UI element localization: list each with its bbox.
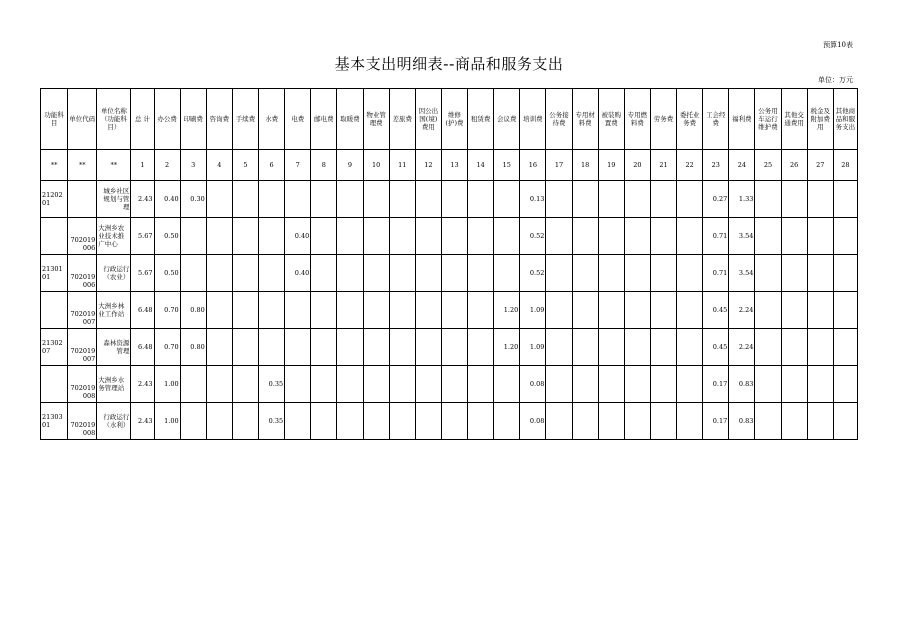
value-cell (807, 218, 833, 255)
value-cell (650, 181, 676, 218)
value-cell: 0.35 (259, 403, 285, 440)
table-row (41, 329, 858, 366)
value-cell (598, 218, 624, 255)
column-index: 12 (415, 150, 441, 181)
column-index: 13 (441, 150, 467, 181)
column-header: 咨询费 (206, 89, 232, 150)
value-cell (755, 255, 781, 292)
function-code-cell (41, 218, 68, 255)
value-cell: 0.80 (180, 292, 206, 329)
value-cell: 2.24 (729, 329, 755, 366)
value-cell (755, 292, 781, 329)
value-cell (833, 292, 857, 329)
value-cell (546, 292, 572, 329)
column-header: 电费 (285, 89, 311, 150)
value-cell (389, 329, 415, 366)
value-cell (833, 218, 857, 255)
value-cell (285, 403, 311, 440)
column-index: 15 (494, 150, 520, 181)
value-cell (677, 329, 703, 366)
value-cell (598, 255, 624, 292)
value-cell (363, 403, 389, 440)
unit-name-cell: 大洲乡水务管理站 (97, 366, 131, 403)
value-cell: 5.67 (131, 255, 154, 292)
column-index: 27 (807, 150, 833, 181)
value-cell (598, 366, 624, 403)
column-header: 物业管理费 (363, 89, 389, 150)
value-cell (572, 218, 598, 255)
value-cell (650, 329, 676, 366)
value-cell (468, 218, 494, 255)
value-cell (259, 329, 285, 366)
value-cell (441, 218, 467, 255)
unit-name-cell: 行政运行（水利） (97, 403, 131, 440)
value-cell (833, 181, 857, 218)
value-cell (232, 366, 258, 403)
unit-code-cell: 702019007 (68, 292, 97, 329)
value-cell (337, 181, 363, 218)
value-cell (468, 403, 494, 440)
value-cell: 0.71 (703, 255, 729, 292)
value-cell (624, 329, 650, 366)
value-cell (494, 366, 520, 403)
table-row (41, 181, 858, 218)
value-cell (415, 255, 441, 292)
column-index: ** (97, 150, 131, 181)
value-cell: 0.30 (180, 181, 206, 218)
column-header: 被装购置费 (598, 89, 624, 150)
value-cell: 0.70 (154, 329, 180, 366)
value-cell: 1.00 (154, 366, 180, 403)
table-row (41, 366, 858, 403)
value-cell (677, 403, 703, 440)
value-cell (546, 218, 572, 255)
value-cell (441, 181, 467, 218)
value-cell (311, 329, 337, 366)
value-cell: 0.71 (703, 218, 729, 255)
value-cell (781, 218, 807, 255)
value-cell: 2.43 (131, 366, 154, 403)
value-cell (285, 292, 311, 329)
value-cell (781, 329, 807, 366)
value-cell (441, 403, 467, 440)
column-index: 3 (180, 150, 206, 181)
value-cell: 3.54 (729, 255, 755, 292)
column-header: 福利费 (729, 89, 755, 150)
value-cell (650, 292, 676, 329)
column-header: 单位名称（功能科目） (97, 89, 131, 150)
table-row (41, 255, 858, 292)
value-cell (677, 181, 703, 218)
value-cell (337, 329, 363, 366)
value-cell (546, 366, 572, 403)
column-header: 总 计 (131, 89, 154, 150)
value-cell (833, 329, 857, 366)
value-cell (572, 329, 598, 366)
value-cell (337, 292, 363, 329)
unit-code-cell: 702019006 (68, 255, 97, 292)
value-cell (311, 366, 337, 403)
value-cell (389, 403, 415, 440)
value-cell (807, 366, 833, 403)
value-cell (650, 366, 676, 403)
value-cell (468, 181, 494, 218)
column-header: 其他交通费用 (781, 89, 807, 150)
unit-name-cell: 大洲乡农业技术推广中心 (97, 218, 131, 255)
column-header: 取暖费 (337, 89, 363, 150)
form-number: 预算10表 (823, 41, 853, 49)
value-cell (598, 181, 624, 218)
value-cell (546, 329, 572, 366)
value-cell (206, 403, 232, 440)
column-index: 4 (206, 150, 232, 181)
column-index: 28 (833, 150, 857, 181)
value-cell (650, 255, 676, 292)
value-cell (389, 218, 415, 255)
function-code-cell (41, 292, 68, 329)
value-cell (232, 181, 258, 218)
column-header: 劳务费 (650, 89, 676, 150)
value-cell (363, 329, 389, 366)
value-cell (206, 329, 232, 366)
value-cell (468, 255, 494, 292)
value-cell: 6.48 (131, 329, 154, 366)
value-cell (677, 255, 703, 292)
value-cell (598, 292, 624, 329)
value-cell (650, 218, 676, 255)
column-header: 专用材料费 (572, 89, 598, 150)
value-cell: 0.45 (703, 329, 729, 366)
column-index: ** (41, 150, 68, 181)
value-cell: 0.52 (520, 218, 546, 255)
value-cell (624, 292, 650, 329)
column-index: 23 (703, 150, 729, 181)
column-index: 6 (259, 150, 285, 181)
value-cell (807, 329, 833, 366)
column-header: 其他商品和服务支出 (833, 89, 857, 150)
value-cell: 1.00 (154, 403, 180, 440)
value-cell (232, 255, 258, 292)
value-cell (441, 366, 467, 403)
value-cell (363, 292, 389, 329)
value-cell: 1.09 (520, 292, 546, 329)
value-cell (807, 181, 833, 218)
value-cell (285, 366, 311, 403)
unit-code-cell (68, 181, 97, 218)
value-cell: 0.83 (729, 403, 755, 440)
column-index: 25 (755, 150, 781, 181)
value-cell (180, 255, 206, 292)
value-cell: 0.17 (703, 366, 729, 403)
value-cell: 0.27 (703, 181, 729, 218)
value-cell: 0.40 (285, 218, 311, 255)
value-cell (441, 255, 467, 292)
value-cell (180, 366, 206, 403)
column-index: ** (68, 150, 97, 181)
value-cell: 1.09 (520, 329, 546, 366)
value-cell (311, 218, 337, 255)
value-cell (624, 218, 650, 255)
value-cell (285, 329, 311, 366)
value-cell (624, 255, 650, 292)
value-cell (206, 255, 232, 292)
value-cell (598, 329, 624, 366)
column-index: 1 (131, 150, 154, 181)
function-code-cell: 2130207 (41, 329, 68, 366)
value-cell (259, 218, 285, 255)
function-code-cell: 2130101 (41, 255, 68, 292)
value-cell (206, 181, 232, 218)
value-cell (677, 366, 703, 403)
column-index: 14 (468, 150, 494, 181)
value-cell (833, 366, 857, 403)
value-cell (546, 255, 572, 292)
value-cell (494, 255, 520, 292)
value-cell (363, 255, 389, 292)
column-header: 租赁费 (468, 89, 494, 150)
unit-name-cell: 城乡社区规划与管理 (97, 181, 131, 218)
value-cell (468, 366, 494, 403)
column-header: 因公出国(境)费用 (415, 89, 441, 150)
value-cell (415, 218, 441, 255)
value-cell (232, 329, 258, 366)
column-header: 办公费 (154, 89, 180, 150)
value-cell (781, 403, 807, 440)
column-index: 24 (729, 150, 755, 181)
unit-code-cell: 702019008 (68, 403, 97, 440)
function-code-cell: 2130301 (41, 403, 68, 440)
value-cell (415, 292, 441, 329)
value-cell (468, 329, 494, 366)
value-cell: 5.67 (131, 218, 154, 255)
value-cell (807, 255, 833, 292)
value-cell (415, 329, 441, 366)
value-cell (441, 292, 467, 329)
value-cell (494, 181, 520, 218)
value-cell (833, 403, 857, 440)
value-cell (755, 403, 781, 440)
value-cell (494, 218, 520, 255)
value-cell (624, 366, 650, 403)
header-row (41, 89, 858, 150)
value-cell (572, 255, 598, 292)
unit-code-cell: 702019006 (68, 218, 97, 255)
value-cell (781, 292, 807, 329)
unit-name-cell: 大洲乡林业工作站 (97, 292, 131, 329)
value-cell: 0.83 (729, 366, 755, 403)
value-cell: 0.35 (259, 366, 285, 403)
value-cell: 0.45 (703, 292, 729, 329)
value-cell: 0.50 (154, 218, 180, 255)
value-cell: 0.13 (520, 181, 546, 218)
column-index: 19 (598, 150, 624, 181)
column-header: 印刷费 (180, 89, 206, 150)
column-header: 水费 (259, 89, 285, 150)
value-cell (232, 218, 258, 255)
value-cell: 0.50 (154, 255, 180, 292)
unit-name-cell: 森林资源管理 (97, 329, 131, 366)
value-cell (232, 292, 258, 329)
unit-code-cell: 702019007 (68, 329, 97, 366)
column-header: 委托业务费 (677, 89, 703, 150)
value-cell (755, 329, 781, 366)
column-header: 培训费 (520, 89, 546, 150)
value-cell (311, 181, 337, 218)
value-cell: 3.54 (729, 218, 755, 255)
value-cell (781, 366, 807, 403)
value-cell: 6.48 (131, 292, 154, 329)
column-header: 功能科目 (41, 89, 68, 150)
page-title: 基本支出明细表--商品和服务支出 (334, 55, 564, 73)
value-cell: 1.33 (729, 181, 755, 218)
value-cell (337, 403, 363, 440)
table-row (41, 403, 858, 440)
value-cell (415, 403, 441, 440)
column-header: 差旅费 (389, 89, 415, 150)
value-cell (285, 181, 311, 218)
column-header: 公务用车运行维护费 (755, 89, 781, 150)
value-cell (311, 255, 337, 292)
column-header: 单位代码 (68, 89, 97, 150)
value-cell (807, 292, 833, 329)
index-row (41, 150, 858, 181)
value-cell: 0.40 (154, 181, 180, 218)
column-index: 17 (546, 150, 572, 181)
column-index: 20 (624, 150, 650, 181)
value-cell (807, 403, 833, 440)
value-cell (572, 292, 598, 329)
value-cell (259, 255, 285, 292)
value-cell (389, 181, 415, 218)
column-index: 5 (232, 150, 258, 181)
value-cell (259, 181, 285, 218)
column-index: 16 (520, 150, 546, 181)
column-header: 会议费 (494, 89, 520, 150)
column-index: 8 (311, 150, 337, 181)
value-cell (572, 181, 598, 218)
value-cell (572, 403, 598, 440)
value-cell: 0.40 (285, 255, 311, 292)
value-cell (311, 292, 337, 329)
value-cell (650, 403, 676, 440)
value-cell (415, 181, 441, 218)
value-cell (781, 181, 807, 218)
value-cell (468, 292, 494, 329)
column-index: 10 (363, 150, 389, 181)
value-cell: 0.80 (180, 329, 206, 366)
value-cell: 2.43 (131, 181, 154, 218)
column-header: 税金及附加费用 (807, 89, 833, 150)
value-cell (259, 292, 285, 329)
column-index: 7 (285, 150, 311, 181)
value-cell (755, 181, 781, 218)
column-index: 2 (154, 150, 180, 181)
value-cell (180, 218, 206, 255)
value-cell (206, 218, 232, 255)
value-cell (677, 218, 703, 255)
value-cell: 0.08 (520, 403, 546, 440)
value-cell (389, 366, 415, 403)
column-index: 21 (650, 150, 676, 181)
value-cell (546, 403, 572, 440)
function-code-cell (41, 366, 68, 403)
column-index: 18 (572, 150, 598, 181)
value-cell: 1.20 (494, 292, 520, 329)
value-cell (363, 366, 389, 403)
value-cell (598, 403, 624, 440)
value-cell (311, 403, 337, 440)
value-cell: 2.24 (729, 292, 755, 329)
column-index: 11 (389, 150, 415, 181)
value-cell (833, 255, 857, 292)
column-header: 公务接待费 (546, 89, 572, 150)
value-cell (206, 366, 232, 403)
value-cell (337, 366, 363, 403)
value-cell (363, 181, 389, 218)
column-header: 专用燃料费 (624, 89, 650, 150)
expense-table (40, 88, 858, 440)
value-cell: 1.20 (494, 329, 520, 366)
value-cell (232, 403, 258, 440)
value-cell (624, 181, 650, 218)
value-cell (389, 292, 415, 329)
table-row (41, 292, 858, 329)
value-cell: 0.52 (520, 255, 546, 292)
value-cell: 2.43 (131, 403, 154, 440)
column-header: 工会经费 (703, 89, 729, 150)
column-header: 维修(护)费 (441, 89, 467, 150)
value-cell (206, 292, 232, 329)
value-cell (363, 218, 389, 255)
value-cell (337, 255, 363, 292)
value-cell (180, 403, 206, 440)
value-cell (624, 403, 650, 440)
column-index: 26 (781, 150, 807, 181)
unit-name-cell: 行政运行（农业） (97, 255, 131, 292)
value-cell: 0.17 (703, 403, 729, 440)
value-cell (441, 329, 467, 366)
unit-label: 单位：万元 (818, 76, 853, 84)
unit-code-cell: 702019008 (68, 366, 97, 403)
value-cell (781, 255, 807, 292)
value-cell (494, 403, 520, 440)
value-cell (415, 366, 441, 403)
value-cell: 0.08 (520, 366, 546, 403)
value-cell (337, 218, 363, 255)
value-cell (546, 181, 572, 218)
value-cell (755, 218, 781, 255)
value-cell (755, 366, 781, 403)
table-row (41, 218, 858, 255)
function-code-cell: 2120201 (41, 181, 68, 218)
value-cell (677, 292, 703, 329)
column-header: 手续费 (232, 89, 258, 150)
column-index: 22 (677, 150, 703, 181)
column-header: 邮电费 (311, 89, 337, 150)
value-cell (572, 366, 598, 403)
value-cell (389, 255, 415, 292)
column-index: 9 (337, 150, 363, 181)
value-cell: 0.70 (154, 292, 180, 329)
